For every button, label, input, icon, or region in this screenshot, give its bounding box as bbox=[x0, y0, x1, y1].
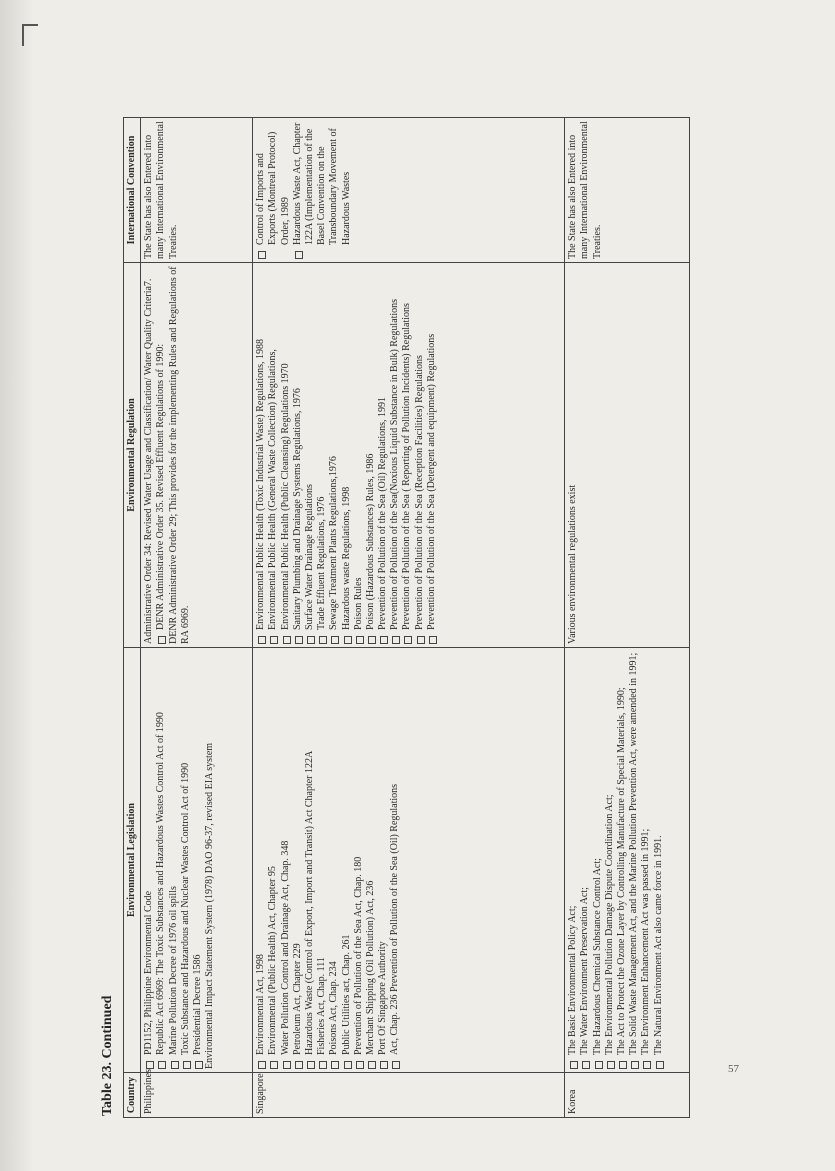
list-item-text: Poisons Act, Chap. 234 bbox=[328, 961, 340, 1055]
list-item-text: Environmental Act, 1998 bbox=[255, 954, 267, 1055]
list-item-text: The Environmental Pollution Damage Dispute Coordination Act; bbox=[603, 794, 615, 1055]
checkbox-bullet-icon bbox=[258, 1061, 266, 1069]
list-item-text: Prevention of Pollution of the Sea ( Reporting of Pollution Incidents) Regulations bbox=[401, 303, 413, 630]
list-item-text: Hazardous Waste (Control of Export, Import and Transit) Act Chapter 122A bbox=[303, 750, 315, 1055]
list-item bbox=[143, 266, 155, 644]
list-item-text: Public Utilities act, Chap. 261 bbox=[340, 934, 352, 1055]
table-row-korea bbox=[565, 118, 690, 1118]
checkbox-bullet-icon bbox=[319, 1061, 327, 1069]
list-item-text: The Solid Waste Management Act, and the Marine Pollution Prevention Act, were amended in 1991; bbox=[628, 652, 640, 1055]
checkbox-bullet-icon bbox=[368, 1061, 376, 1069]
list-item-text: Port Of Singapore Authority bbox=[377, 941, 389, 1055]
list-item-text: The Water Environment Preservation Act; bbox=[579, 887, 591, 1055]
list-item bbox=[292, 651, 304, 1069]
list-item bbox=[401, 266, 413, 644]
list-item bbox=[168, 651, 180, 1069]
list-item bbox=[628, 651, 640, 1069]
checkbox-bullet-icon bbox=[270, 636, 278, 644]
checkbox-bullet-icon bbox=[344, 636, 352, 644]
list-item-text: The Act to Protect the Ozone Layer by Controlling Manufacture of Special Materials, 1990; bbox=[615, 687, 627, 1055]
checkbox-bullet-icon bbox=[417, 636, 425, 644]
list-item-text: Republic Act 6969: The Toxic Substances and Hazardous Wastes Control Act of 1990 bbox=[155, 712, 167, 1055]
list-item-text: The Hazardous Chemical Substance Control Act; bbox=[591, 858, 603, 1055]
list-item-text: Toxic Substance and Hazardous and Nuclear Wastes Control Act of 1990 bbox=[179, 762, 191, 1055]
checkbox-bullet-icon bbox=[331, 1061, 339, 1069]
list-item bbox=[280, 651, 292, 1069]
list-item bbox=[204, 651, 216, 1069]
list-item-text: Presidential Decree 1586 bbox=[191, 954, 203, 1055]
list-item-text: Environmental Public Health (Public Cleansing) Regulations 1970 bbox=[279, 363, 291, 630]
checkbox-bullet-icon bbox=[258, 636, 266, 644]
checkbox-bullet-icon bbox=[195, 1061, 203, 1069]
checkbox-bullet-icon bbox=[270, 1061, 278, 1069]
list-item-text: Merchant Shipping (Oil Pollution) Act, 236 bbox=[364, 880, 376, 1055]
table-row-philippines bbox=[141, 118, 253, 1118]
country-cell: Philippines bbox=[141, 1073, 253, 1118]
list-item-text: Poison Rules bbox=[352, 577, 364, 630]
checkbox-bullet-icon bbox=[656, 1061, 664, 1069]
list-item-text: DENR Administrative Order 29; This provides for the implementing Rules and Regulations of RA 6969. bbox=[167, 266, 191, 644]
list-item bbox=[377, 266, 389, 644]
list-item-text: Prevention of Pollution of the Sea (Reception Facilities) Regulations bbox=[413, 355, 425, 630]
country-cell: Singapore bbox=[253, 1073, 565, 1118]
checkbox-bullet-icon bbox=[146, 1061, 154, 1069]
list-item bbox=[328, 651, 340, 1069]
list-item-text: Trade Effluent Regulations, 1976 bbox=[316, 496, 328, 630]
list-item-text: Hazardous Waste Act, Chapter 122A (Implementation of the Basel Convention on the Transboundary Movement of Hazardous Wastes bbox=[291, 122, 352, 245]
list-item bbox=[267, 266, 279, 644]
list-item-text: PD1152, Philippine Environmental Code bbox=[143, 890, 155, 1055]
list-item bbox=[640, 651, 652, 1069]
list-item bbox=[414, 266, 426, 644]
list-item bbox=[180, 651, 192, 1069]
list-item bbox=[389, 651, 401, 1069]
checkbox-bullet-icon bbox=[380, 1061, 388, 1069]
checkbox-bullet-icon bbox=[171, 1061, 179, 1069]
checkbox-bullet-icon bbox=[595, 1061, 603, 1069]
list-item bbox=[341, 266, 353, 644]
checkbox-bullet-icon bbox=[319, 636, 327, 644]
checkbox-bullet-icon bbox=[392, 636, 400, 644]
regulation-cell: Various environmental regulations exist bbox=[565, 263, 690, 648]
list-item bbox=[155, 651, 167, 1069]
checkbox-bullet-icon bbox=[295, 636, 303, 644]
list-item bbox=[192, 651, 204, 1069]
checkbox-bullet-icon bbox=[283, 1061, 291, 1069]
scan-corner-mark bbox=[22, 24, 38, 46]
header-legislation: Environmental Legislation bbox=[124, 648, 141, 1073]
header-country: Country bbox=[124, 1073, 141, 1118]
list-item bbox=[653, 651, 665, 1069]
checkbox-bullet-icon bbox=[368, 636, 376, 644]
list-item-text: Environmental Public Health (Toxic Industrial Waste) Regulations, 1988 bbox=[255, 338, 267, 630]
checkbox-bullet-icon bbox=[307, 1061, 315, 1069]
list-item bbox=[365, 651, 377, 1069]
list-item bbox=[341, 651, 353, 1069]
legislation-cell bbox=[141, 648, 253, 1073]
checkbox-bullet-icon bbox=[331, 636, 339, 644]
list-item-text: DENR Administrative Order 35. Revised Effluent Regulations of 1990: bbox=[155, 343, 167, 630]
list-item-text: The Environment Enhancement Act was passed in 1991; bbox=[640, 828, 652, 1055]
list-item bbox=[143, 651, 155, 1069]
list-item-text: Administrative Order 34: Revised Water Usage and Classification/ Water Quality Criteria7. bbox=[143, 278, 155, 644]
checkbox-bullet-icon bbox=[404, 636, 412, 644]
list-item bbox=[389, 266, 401, 644]
convention-cell: The State has also Entered into many International Environmental Treaties. bbox=[141, 118, 253, 263]
list-item bbox=[592, 651, 604, 1069]
list-item bbox=[616, 651, 628, 1069]
checkbox-bullet-icon bbox=[392, 1061, 400, 1069]
checkbox-bullet-icon bbox=[619, 1061, 627, 1069]
list-item bbox=[353, 266, 365, 644]
list-item bbox=[280, 266, 292, 644]
checkbox-bullet-icon bbox=[356, 1061, 364, 1069]
list-item-text: Prevention of Pollution of the Sea Act, Chap. 180 bbox=[352, 856, 364, 1055]
table-header-row bbox=[124, 118, 141, 1118]
list-item bbox=[155, 266, 167, 644]
list-item-text: Environmental Impact Statement System (1978) DAO 96-37, revised EIA system bbox=[204, 742, 216, 1069]
environment-table bbox=[123, 117, 690, 1118]
list-item-text: Marine Pollution Decree of 1976 oil spills bbox=[167, 886, 179, 1055]
checkbox-bullet-icon bbox=[283, 636, 291, 644]
checkbox-bullet-icon bbox=[570, 1061, 578, 1069]
convention-cell: The State has also Entered into many International Environmental Treaties. bbox=[565, 118, 690, 263]
list-item bbox=[304, 651, 316, 1069]
list-item-text: Environmental Public Health (General Waste Collection) Regulations, bbox=[267, 349, 279, 630]
checkbox-bullet-icon bbox=[295, 251, 303, 259]
checkbox-bullet-icon bbox=[582, 1061, 590, 1069]
list-item bbox=[168, 266, 192, 644]
list-item-text: Control of Imports and Exports (Montreal Protocol) Order, 1989 bbox=[255, 131, 291, 245]
list-item bbox=[304, 266, 316, 644]
list-item-text: Sewage Treatment Plants Regulations,1976 bbox=[328, 456, 340, 630]
list-item-text: Petroleum Act, Chapter 229 bbox=[291, 943, 303, 1055]
table-row-singapore bbox=[253, 118, 565, 1118]
list-item bbox=[316, 266, 328, 644]
header-convention: International Convention bbox=[124, 118, 141, 263]
list-item-text: Prevention of Pollution of the Sea (Oil) Regulations, 1991 bbox=[377, 396, 389, 630]
list-item-text: The Basic Environmental Policy Act; bbox=[567, 905, 579, 1055]
regulation-cell bbox=[141, 263, 253, 648]
list-item bbox=[365, 266, 377, 644]
legislation-cell bbox=[253, 648, 565, 1073]
checkbox-bullet-icon bbox=[380, 636, 388, 644]
checkbox-bullet-icon bbox=[643, 1061, 651, 1069]
checkbox-bullet-icon bbox=[429, 636, 437, 644]
convention-cell bbox=[253, 118, 565, 263]
list-item-text: Sanitary Plumbing and Drainage Systems Regulations, 1976 bbox=[291, 388, 303, 630]
list-item bbox=[255, 266, 267, 644]
checkbox-bullet-icon bbox=[307, 636, 315, 644]
list-item-text: Act, Chap. 236 Prevention of Pollution of the Sea (Oil) Regulations bbox=[389, 783, 401, 1055]
country-cell: Korea bbox=[565, 1073, 690, 1118]
list-item-text: Prevention of Pollution of the Sea (Detergent and equipment) Regulations bbox=[425, 333, 437, 630]
list-item bbox=[267, 651, 279, 1069]
list-item bbox=[328, 266, 340, 644]
list-item-text: Surface Water Drainage Regulations bbox=[303, 484, 315, 630]
checkbox-bullet-icon bbox=[344, 1061, 352, 1069]
checkbox-bullet-icon bbox=[295, 1061, 303, 1069]
header-regulation: Environmental Regulation bbox=[124, 263, 141, 648]
checkbox-bullet-icon bbox=[183, 1061, 191, 1069]
checkbox-bullet-icon bbox=[258, 251, 266, 259]
regulation-cell bbox=[253, 263, 565, 648]
table-caption: Table 23. Continued bbox=[100, 995, 115, 1116]
list-item bbox=[377, 651, 389, 1069]
list-item bbox=[316, 651, 328, 1069]
list-item bbox=[292, 266, 304, 644]
list-item-text: Water Pollution Control and Drainage Act, Chap. 348 bbox=[279, 840, 291, 1055]
scan-edge-shadow bbox=[0, 0, 34, 1171]
list-item bbox=[567, 651, 579, 1069]
list-item bbox=[426, 266, 438, 644]
rotated-table-block bbox=[95, 118, 720, 1118]
checkbox-bullet-icon bbox=[631, 1061, 639, 1069]
checkbox-bullet-icon bbox=[356, 636, 364, 644]
list-item bbox=[579, 651, 591, 1069]
list-item-text: Hazardous waste Regulations, 1998 bbox=[340, 486, 352, 630]
list-item-text: Poison (Hazardous Substances) Rules, 1986 bbox=[364, 453, 376, 630]
page-number: 57 bbox=[728, 1063, 739, 1075]
checkbox-bullet-icon bbox=[158, 636, 166, 644]
legislation-cell bbox=[565, 648, 690, 1073]
list-item bbox=[255, 651, 267, 1069]
list-item-text: Fisheries Act, Chap. 111 bbox=[316, 957, 328, 1055]
list-item bbox=[353, 651, 365, 1069]
checkbox-bullet-icon bbox=[607, 1061, 615, 1069]
list-item bbox=[255, 121, 292, 259]
checkbox-bullet-icon bbox=[158, 1061, 166, 1069]
list-item-text: Prevention of Pollution of the Sea(Noxious Liquid Substance in Bulk) Regulations bbox=[389, 298, 401, 630]
list-item bbox=[604, 651, 616, 1069]
list-item-text: The Natural Environment Act also came force in 1991. bbox=[652, 835, 664, 1055]
list-item bbox=[292, 121, 353, 259]
list-item-text: Environmental (Public Health) Act, Chapter 95 bbox=[267, 866, 279, 1055]
